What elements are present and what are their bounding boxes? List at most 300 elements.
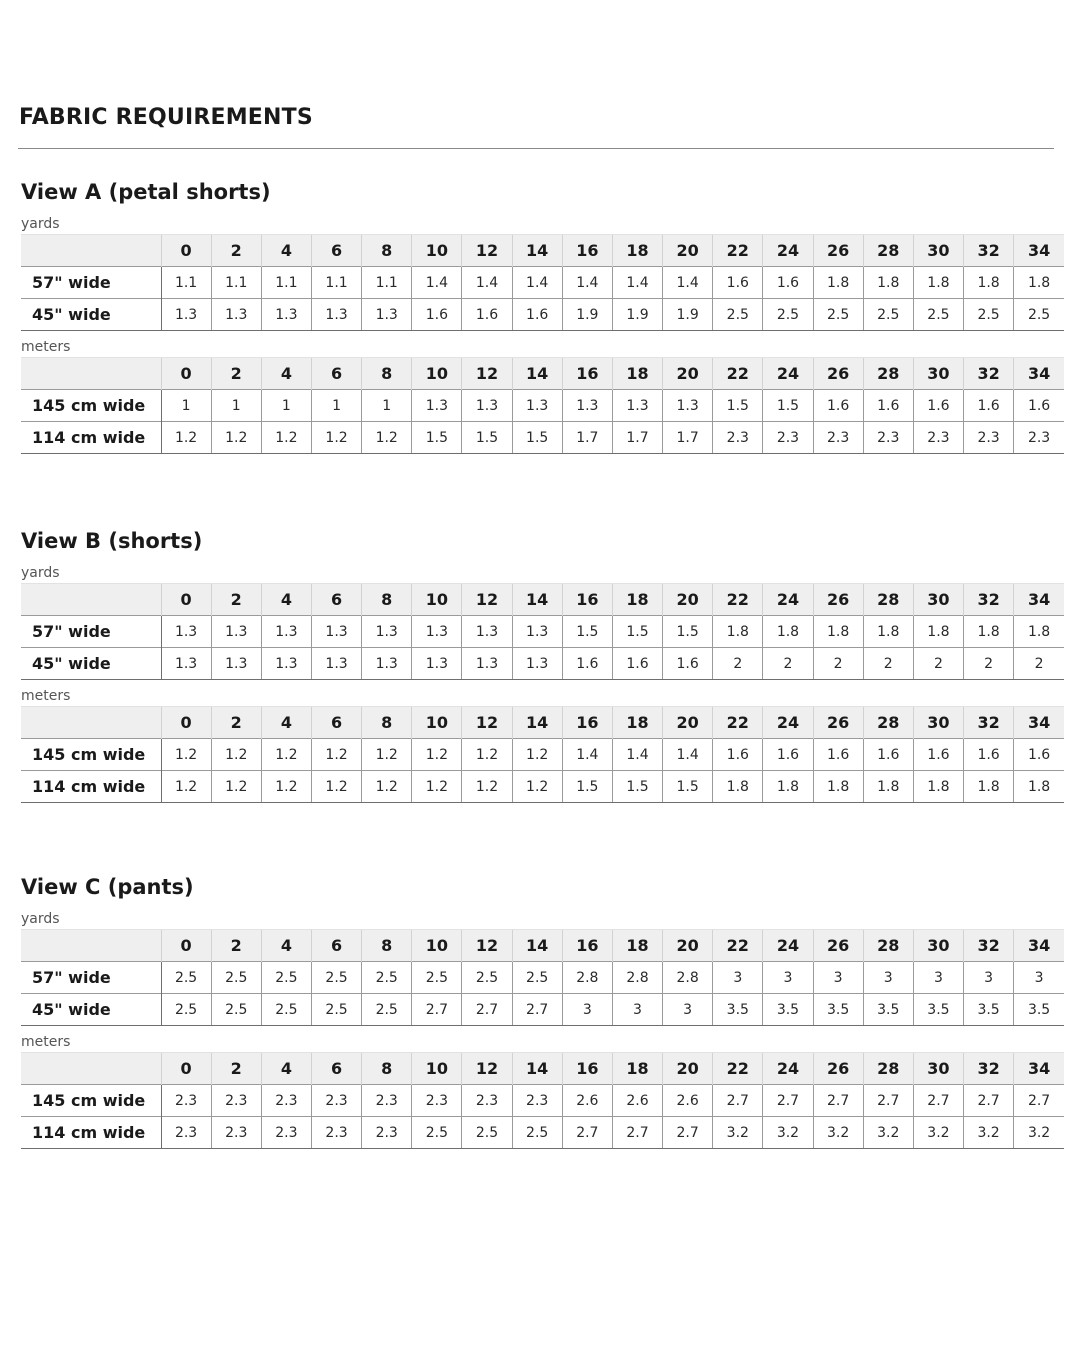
- size-header-cell: 2: [211, 930, 261, 962]
- fabric-amount-cell: 1.4: [663, 267, 713, 299]
- size-header-cell: 34: [1014, 707, 1064, 739]
- size-header-cell: 4: [261, 235, 311, 267]
- size-header-cell: 4: [261, 930, 311, 962]
- unit-label-meters: meters: [21, 688, 71, 704]
- fabric-amount-cell: 2.5: [1014, 299, 1064, 331]
- size-header-cell: 14: [512, 358, 562, 390]
- table-row: [21, 299, 1064, 331]
- fabric-amount-cell: 2.5: [211, 994, 261, 1026]
- fabric-amount-cell: 1.3: [412, 648, 462, 680]
- fabric-amount-cell: 2.5: [362, 962, 412, 994]
- fabric-width-label: 45" wide: [21, 299, 161, 331]
- size-header-cell: 2: [211, 584, 261, 616]
- fabric-amount-cell: 2.3: [311, 1117, 361, 1149]
- fabric-amount-cell: 1.8: [964, 616, 1014, 648]
- unit-label-yards: yards: [21, 216, 60, 232]
- size-header-cell: 26: [813, 1053, 863, 1085]
- size-header-cell: 34: [1014, 1053, 1064, 1085]
- size-header-cell: 12: [462, 707, 512, 739]
- fabric-amount-cell: 1.8: [713, 771, 763, 803]
- fabric-amount-cell: 2: [763, 648, 813, 680]
- size-header-cell: 32: [964, 930, 1014, 962]
- fabric-amount-cell: 3.5: [1014, 994, 1064, 1026]
- size-header-cell: 32: [964, 235, 1014, 267]
- fabric-amount-cell: 1.5: [562, 771, 612, 803]
- fabric-amount-cell: 2.3: [211, 1117, 261, 1149]
- fabric-width-label: 57" wide: [21, 267, 161, 299]
- unit-label-yards: yards: [21, 911, 60, 927]
- size-header-cell: 24: [763, 707, 813, 739]
- fabric-amount-cell: 1.3: [211, 648, 261, 680]
- fabric-width-label: 145 cm wide: [21, 739, 161, 771]
- size-header-cell: 20: [663, 235, 713, 267]
- fabric-amount-cell: 2.7: [1014, 1085, 1064, 1117]
- size-header-cell: 8: [362, 584, 412, 616]
- size-header-cell: 30: [913, 584, 963, 616]
- fabric-amount-cell: 3: [913, 962, 963, 994]
- unit-label-yards: yards: [21, 565, 60, 581]
- size-header-cell: 22: [713, 584, 763, 616]
- fabric-amount-cell: 2.5: [161, 962, 211, 994]
- size-header-cell: 30: [913, 1053, 963, 1085]
- fabric-amount-cell: 1.2: [462, 739, 512, 771]
- fabric-amount-cell: 2.3: [261, 1085, 311, 1117]
- size-header-cell: 26: [813, 358, 863, 390]
- size-header-cell: 22: [713, 930, 763, 962]
- size-header-cell: 20: [663, 930, 713, 962]
- unit-label-meters: meters: [21, 339, 71, 355]
- fabric-amount-cell: 1.8: [763, 771, 813, 803]
- unit-label-meters: meters: [21, 1034, 71, 1050]
- size-header-cell: 8: [362, 930, 412, 962]
- view-b-section: [21, 525, 1064, 803]
- fabric-amount-cell: 1.1: [261, 267, 311, 299]
- size-header-cell: 18: [612, 1053, 662, 1085]
- fabric-amount-cell: 1.6: [462, 299, 512, 331]
- fabric-amount-cell: 1.8: [1014, 616, 1064, 648]
- size-header-cell: 0: [161, 358, 211, 390]
- fabric-amount-cell: 1.2: [412, 739, 462, 771]
- fabric-amount-cell: 3.5: [964, 994, 1014, 1026]
- fabric-amount-cell: 2.3: [362, 1085, 412, 1117]
- fabric-amount-cell: 1.8: [813, 267, 863, 299]
- fabric-amount-cell: 1.8: [813, 616, 863, 648]
- fabric-amount-cell: 1.6: [512, 299, 562, 331]
- fabric-amount-cell: 1.5: [562, 616, 612, 648]
- fabric-amount-cell: 2.7: [512, 994, 562, 1026]
- fabric-amount-cell: 1.6: [763, 267, 813, 299]
- fabric-amount-cell: 2.5: [863, 299, 913, 331]
- fabric-amount-cell: 1.6: [412, 299, 462, 331]
- size-header-cell: 12: [462, 235, 512, 267]
- size-header-cell: 10: [412, 707, 462, 739]
- fabric-amount-cell: 3.2: [863, 1117, 913, 1149]
- fabric-amount-cell: 2.3: [161, 1085, 211, 1117]
- fabric-amount-cell: 1.2: [211, 422, 261, 454]
- size-header-cell: 20: [663, 584, 713, 616]
- fabric-amount-cell: 2.6: [612, 1085, 662, 1117]
- size-header-cell: 4: [261, 1053, 311, 1085]
- size-header-cell: 18: [612, 930, 662, 962]
- fabric-amount-cell: 2.7: [813, 1085, 863, 1117]
- size-header-cell: 32: [964, 707, 1014, 739]
- fabric-amount-cell: 2: [964, 648, 1014, 680]
- fabric-amount-cell: 1.3: [462, 390, 512, 422]
- fabric-amount-cell: 1.1: [211, 267, 261, 299]
- fabric-amount-cell: 1.1: [311, 267, 361, 299]
- fabric-amount-cell: 1.8: [1014, 267, 1064, 299]
- size-header-cell: 34: [1014, 930, 1064, 962]
- fabric-amount-cell: 2: [1014, 648, 1064, 680]
- fabric-amount-cell: 2.3: [412, 1085, 462, 1117]
- fabric-amount-cell: 2.3: [813, 422, 863, 454]
- size-header-cell: 26: [813, 584, 863, 616]
- fabric-amount-cell: 2.7: [663, 1117, 713, 1149]
- fabric-amount-cell: 1.4: [562, 739, 612, 771]
- fabric-amount-cell: 2.3: [261, 1117, 311, 1149]
- size-header-cell: 2: [211, 707, 261, 739]
- size-header-cell: 28: [863, 584, 913, 616]
- size-header-cell: 6: [311, 584, 361, 616]
- fabric-amount-cell: 2: [863, 648, 913, 680]
- fabric-amount-cell: 2.5: [763, 299, 813, 331]
- fabric-amount-cell: 1.6: [863, 739, 913, 771]
- size-header-cell: 28: [863, 930, 913, 962]
- fabric-amount-cell: 1.1: [362, 267, 412, 299]
- size-header-cell: 24: [763, 358, 813, 390]
- table-row: [21, 1085, 1064, 1117]
- fabric-amount-cell: 1.3: [161, 648, 211, 680]
- fabric-amount-cell: 1.8: [913, 771, 963, 803]
- fabric-amount-cell: 3.2: [1014, 1117, 1064, 1149]
- size-header-cell: 10: [412, 1053, 462, 1085]
- fabric-amount-cell: 1.2: [362, 739, 412, 771]
- fabric-amount-cell: 2.5: [412, 962, 462, 994]
- size-header-cell: 0: [161, 1053, 211, 1085]
- fabric-amount-cell: 2.8: [612, 962, 662, 994]
- size-header-cell: 28: [863, 707, 913, 739]
- size-header-cell: 6: [311, 358, 361, 390]
- fabric-amount-cell: 2.5: [311, 994, 361, 1026]
- fabric-amount-cell: 2.7: [562, 1117, 612, 1149]
- view-a-section: [21, 176, 1064, 454]
- fabric-amount-cell: 2.8: [562, 962, 612, 994]
- fabric-amount-cell: 1.2: [261, 739, 311, 771]
- size-header-cell: 0: [161, 584, 211, 616]
- fabric-amount-cell: 3: [763, 962, 813, 994]
- size-header-row: [21, 707, 1064, 739]
- view-b-yards-table: [21, 583, 1064, 680]
- size-header-cell: 20: [663, 1053, 713, 1085]
- fabric-amount-cell: 1.3: [362, 648, 412, 680]
- size-header-cell: 8: [362, 1053, 412, 1085]
- fabric-amount-cell: 2.8: [663, 962, 713, 994]
- fabric-amount-cell: 2.3: [913, 422, 963, 454]
- fabric-amount-cell: 1.5: [763, 390, 813, 422]
- fabric-amount-cell: 3: [612, 994, 662, 1026]
- fabric-amount-cell: 1.9: [612, 299, 662, 331]
- header-corner-cell: [21, 235, 161, 267]
- size-header-cell: 12: [462, 358, 512, 390]
- fabric-amount-cell: 2.5: [161, 994, 211, 1026]
- fabric-amount-cell: 1.3: [211, 616, 261, 648]
- size-header-cell: 16: [562, 707, 612, 739]
- size-header-cell: 18: [612, 584, 662, 616]
- fabric-amount-cell: 2.5: [211, 962, 261, 994]
- fabric-amount-cell: 1.4: [562, 267, 612, 299]
- fabric-amount-cell: 1.3: [362, 299, 412, 331]
- size-header-cell: 12: [462, 584, 512, 616]
- header-corner-cell: [21, 358, 161, 390]
- fabric-amount-cell: 1.4: [663, 739, 713, 771]
- fabric-width-label: 45" wide: [21, 994, 161, 1026]
- fabric-amount-cell: 1.3: [512, 390, 562, 422]
- fabric-amount-cell: 2.7: [863, 1085, 913, 1117]
- fabric-amount-cell: 1.5: [663, 771, 713, 803]
- fabric-amount-cell: 2.3: [161, 1117, 211, 1149]
- fabric-amount-cell: 1.7: [663, 422, 713, 454]
- fabric-width-label: 114 cm wide: [21, 771, 161, 803]
- size-header-cell: 6: [311, 235, 361, 267]
- fabric-amount-cell: 3: [713, 962, 763, 994]
- table-row: [21, 616, 1064, 648]
- fabric-amount-cell: 2.7: [964, 1085, 1014, 1117]
- fabric-amount-cell: 1.2: [161, 739, 211, 771]
- fabric-width-label: 145 cm wide: [21, 390, 161, 422]
- fabric-amount-cell: 1.3: [462, 616, 512, 648]
- size-header-cell: 24: [763, 235, 813, 267]
- size-header-cell: 4: [261, 584, 311, 616]
- fabric-amount-cell: 1.5: [663, 616, 713, 648]
- size-header-cell: 0: [161, 707, 211, 739]
- fabric-amount-cell: 1.6: [813, 390, 863, 422]
- fabric-amount-cell: 2.5: [713, 299, 763, 331]
- view-b-heading: View B (shorts): [21, 529, 203, 553]
- size-header-cell: 18: [612, 707, 662, 739]
- size-header-cell: 22: [713, 707, 763, 739]
- view-c-meters-table: [21, 1052, 1064, 1149]
- size-header-cell: 16: [562, 930, 612, 962]
- fabric-amount-cell: 1.3: [211, 299, 261, 331]
- fabric-amount-cell: 1.6: [913, 739, 963, 771]
- size-header-cell: 30: [913, 707, 963, 739]
- fabric-amount-cell: 2.3: [462, 1085, 512, 1117]
- size-header-row: [21, 584, 1064, 616]
- fabric-width-label: 114 cm wide: [21, 422, 161, 454]
- fabric-amount-cell: 1.3: [311, 616, 361, 648]
- fabric-amount-cell: 1.4: [462, 267, 512, 299]
- fabric-width-label: 145 cm wide: [21, 1085, 161, 1117]
- size-header-cell: 24: [763, 1053, 813, 1085]
- fabric-amount-cell: 1.5: [412, 422, 462, 454]
- fabric-amount-cell: 1.6: [964, 739, 1014, 771]
- fabric-amount-cell: 1.6: [713, 267, 763, 299]
- fabric-amount-cell: 2.5: [412, 1117, 462, 1149]
- fabric-amount-cell: 3.2: [964, 1117, 1014, 1149]
- fabric-amount-cell: 2.3: [512, 1085, 562, 1117]
- fabric-amount-cell: 1.5: [713, 390, 763, 422]
- fabric-amount-cell: 2.5: [964, 299, 1014, 331]
- size-header-cell: 30: [913, 930, 963, 962]
- size-header-cell: 34: [1014, 358, 1064, 390]
- fabric-amount-cell: 1: [261, 390, 311, 422]
- table-row: [21, 648, 1064, 680]
- fabric-amount-cell: 1.3: [161, 616, 211, 648]
- fabric-amount-cell: 1.8: [913, 267, 963, 299]
- fabric-amount-cell: 2.7: [412, 994, 462, 1026]
- fabric-width-label: 114 cm wide: [21, 1117, 161, 1149]
- size-header-cell: 28: [863, 1053, 913, 1085]
- fabric-width-label: 57" wide: [21, 962, 161, 994]
- fabric-amount-cell: 2: [913, 648, 963, 680]
- size-header-cell: 28: [863, 358, 913, 390]
- size-header-cell: 14: [512, 930, 562, 962]
- fabric-amount-cell: 1.5: [612, 616, 662, 648]
- fabric-amount-cell: 2.3: [763, 422, 813, 454]
- fabric-amount-cell: 2.7: [713, 1085, 763, 1117]
- size-header-cell: 12: [462, 1053, 512, 1085]
- fabric-amount-cell: 1.5: [512, 422, 562, 454]
- header-corner-cell: [21, 930, 161, 962]
- fabric-amount-cell: 1.3: [512, 648, 562, 680]
- fabric-amount-cell: 3: [863, 962, 913, 994]
- table-row: [21, 771, 1064, 803]
- fabric-amount-cell: 1.2: [211, 739, 261, 771]
- fabric-amount-cell: 3.2: [713, 1117, 763, 1149]
- fabric-amount-cell: 2: [813, 648, 863, 680]
- fabric-amount-cell: 3: [663, 994, 713, 1026]
- size-header-cell: 2: [211, 235, 261, 267]
- size-header-cell: 10: [412, 358, 462, 390]
- size-header-cell: 16: [562, 358, 612, 390]
- size-header-cell: 26: [813, 235, 863, 267]
- size-header-cell: 22: [713, 235, 763, 267]
- fabric-amount-cell: 2.7: [612, 1117, 662, 1149]
- fabric-amount-cell: 3.5: [813, 994, 863, 1026]
- size-header-cell: 16: [562, 1053, 612, 1085]
- view-c-yards-table: [21, 929, 1064, 1026]
- fabric-amount-cell: 1.8: [913, 616, 963, 648]
- fabric-amount-cell: 1.8: [713, 616, 763, 648]
- fabric-amount-cell: 3.2: [913, 1117, 963, 1149]
- size-header-cell: 10: [412, 235, 462, 267]
- size-header-cell: 2: [211, 358, 261, 390]
- size-header-cell: 4: [261, 707, 311, 739]
- fabric-amount-cell: 2.7: [462, 994, 512, 1026]
- fabric-amount-cell: 1.3: [663, 390, 713, 422]
- fabric-amount-cell: 2.3: [863, 422, 913, 454]
- fabric-amount-cell: 2.5: [462, 962, 512, 994]
- fabric-amount-cell: 2.3: [1014, 422, 1064, 454]
- fabric-amount-cell: 1.2: [412, 771, 462, 803]
- fabric-amount-cell: 1.6: [863, 390, 913, 422]
- fabric-amount-cell: 1.3: [462, 648, 512, 680]
- title-divider: [18, 148, 1054, 149]
- fabric-amount-cell: 1.3: [261, 299, 311, 331]
- fabric-amount-cell: 1.2: [512, 739, 562, 771]
- size-header-cell: 10: [412, 584, 462, 616]
- size-header-cell: 14: [512, 584, 562, 616]
- fabric-amount-cell: 1.6: [663, 648, 713, 680]
- fabric-amount-cell: 1.2: [311, 771, 361, 803]
- fabric-amount-cell: 1.1: [161, 267, 211, 299]
- fabric-amount-cell: 2.5: [813, 299, 863, 331]
- size-header-cell: 24: [763, 584, 813, 616]
- fabric-amount-cell: 1: [362, 390, 412, 422]
- fabric-amount-cell: 3.5: [763, 994, 813, 1026]
- size-header-cell: 10: [412, 930, 462, 962]
- fabric-amount-cell: 1.6: [813, 739, 863, 771]
- fabric-amount-cell: 2.5: [462, 1117, 512, 1149]
- header-corner-cell: [21, 707, 161, 739]
- fabric-amount-cell: 3.5: [863, 994, 913, 1026]
- size-header-cell: 4: [261, 358, 311, 390]
- size-header-cell: 6: [311, 930, 361, 962]
- fabric-amount-cell: 2.3: [713, 422, 763, 454]
- fabric-amount-cell: 1.3: [412, 616, 462, 648]
- size-header-cell: 30: [913, 358, 963, 390]
- view-a-heading: View A (petal shorts): [21, 180, 271, 204]
- fabric-amount-cell: 1: [161, 390, 211, 422]
- size-header-cell: 16: [562, 584, 612, 616]
- page-title: FABRIC REQUIREMENTS: [19, 105, 313, 130]
- fabric-amount-cell: 2: [713, 648, 763, 680]
- size-header-cell: 8: [362, 358, 412, 390]
- fabric-amount-cell: 1.8: [813, 771, 863, 803]
- fabric-amount-cell: 1.9: [663, 299, 713, 331]
- size-header-cell: 20: [663, 707, 713, 739]
- fabric-amount-cell: 2.7: [913, 1085, 963, 1117]
- fabric-amount-cell: 1.3: [261, 648, 311, 680]
- size-header-cell: 30: [913, 235, 963, 267]
- table-row: [21, 739, 1064, 771]
- fabric-amount-cell: 1.6: [913, 390, 963, 422]
- fabric-amount-cell: 1.2: [362, 422, 412, 454]
- view-a-yards-table: [21, 234, 1064, 331]
- fabric-amount-cell: 1: [211, 390, 261, 422]
- fabric-amount-cell: 1.5: [612, 771, 662, 803]
- fabric-amount-cell: 1.3: [612, 390, 662, 422]
- size-header-cell: 18: [612, 358, 662, 390]
- fabric-amount-cell: 1.2: [161, 422, 211, 454]
- fabric-amount-cell: 3: [1014, 962, 1064, 994]
- size-header-cell: 34: [1014, 235, 1064, 267]
- fabric-amount-cell: 1.8: [1014, 771, 1064, 803]
- size-header-cell: 18: [612, 235, 662, 267]
- fabric-amount-cell: 1.3: [512, 616, 562, 648]
- header-corner-cell: [21, 584, 161, 616]
- fabric-width-label: 57" wide: [21, 616, 161, 648]
- size-header-cell: 0: [161, 235, 211, 267]
- size-header-cell: 20: [663, 358, 713, 390]
- fabric-amount-cell: 1.8: [863, 616, 913, 648]
- fabric-amount-cell: 1.4: [512, 267, 562, 299]
- size-header-cell: 16: [562, 235, 612, 267]
- fabric-amount-cell: 1.8: [863, 267, 913, 299]
- size-header-row: [21, 358, 1064, 390]
- fabric-amount-cell: 1: [311, 390, 361, 422]
- fabric-amount-cell: 1.5: [462, 422, 512, 454]
- size-header-cell: 32: [964, 1053, 1014, 1085]
- size-header-cell: 22: [713, 1053, 763, 1085]
- fabric-amount-cell: 1.6: [1014, 739, 1064, 771]
- size-header-row: [21, 930, 1064, 962]
- fabric-amount-cell: 3.5: [713, 994, 763, 1026]
- fabric-amount-cell: 1.6: [562, 648, 612, 680]
- fabric-amount-cell: 1.3: [311, 299, 361, 331]
- fabric-amount-cell: 1.3: [562, 390, 612, 422]
- fabric-amount-cell: 1.4: [412, 267, 462, 299]
